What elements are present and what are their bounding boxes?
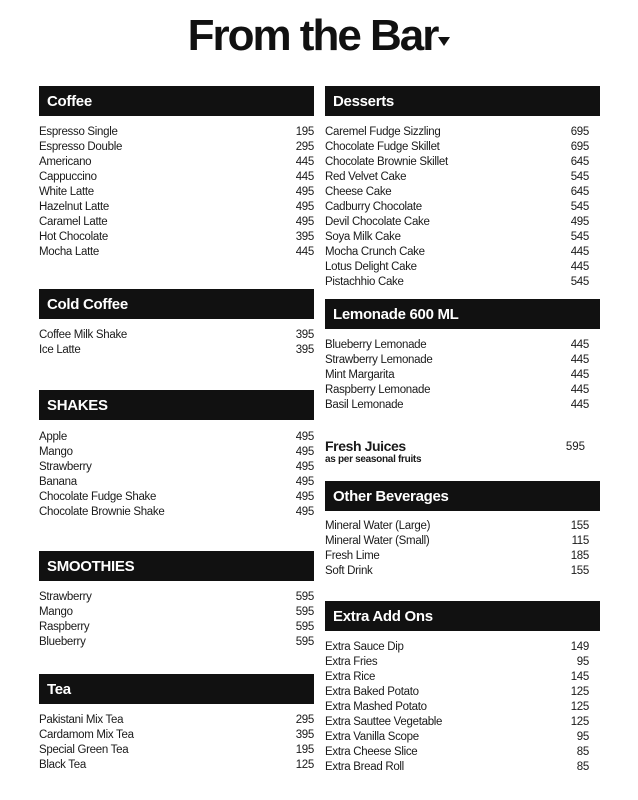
menu-item-price: 445 — [570, 246, 589, 258]
menu-item-price: 495 — [295, 431, 314, 443]
menu-item-name: Basil Lemonade — [325, 399, 404, 411]
menu-item-price: 495 — [295, 476, 314, 488]
menu-item — [39, 155, 314, 170]
menu-item-name: Mango — [39, 446, 73, 458]
menu-item — [39, 743, 314, 758]
menu-item-price: 125 — [570, 716, 589, 728]
menu-item-name: Banana — [39, 476, 77, 488]
menu-item — [39, 445, 314, 460]
menu-item-price: 445 — [570, 384, 589, 396]
menu-item — [39, 125, 314, 140]
menu-item-price: 185 — [570, 550, 589, 562]
menu-item — [39, 170, 314, 185]
menu-item-name: Americano — [39, 156, 92, 168]
menu-item — [325, 564, 589, 579]
section-header-desserts: Desserts — [325, 86, 600, 116]
menu-item-name: Blueberry — [39, 636, 86, 648]
menu-item — [325, 170, 589, 185]
menu-item-name: Extra Sauce Dip — [325, 641, 404, 653]
section-header-shakes: SHAKES — [39, 390, 314, 420]
section-header-coffee: Coffee — [39, 86, 314, 116]
menu-item-price: 495 — [295, 491, 314, 503]
page-title-text: From the Bar — [187, 11, 438, 60]
section-header-tea: Tea — [39, 674, 314, 704]
menu-item — [325, 368, 589, 383]
menu-item-price: 695 — [570, 126, 589, 138]
menu-item-price: 195 — [295, 126, 314, 138]
menu-item-name: Cardamom Mix Tea — [39, 729, 134, 741]
menu-item-name: Soft Drink — [325, 565, 373, 577]
menu-item-price: 595 — [295, 636, 314, 648]
menu-item-name: Pakistani Mix Tea — [39, 714, 124, 726]
menu-item — [325, 230, 589, 245]
menu-item-name: Hot Chocolate — [39, 231, 108, 243]
menu-item-name: Special Green Tea — [39, 744, 129, 756]
menu-item — [39, 728, 314, 743]
menu-item — [325, 398, 589, 413]
menu-item-price: 155 — [570, 520, 589, 532]
menu-item-price: 545 — [570, 231, 589, 243]
menu-item — [325, 245, 589, 260]
menu-item-price: 645 — [570, 156, 589, 168]
menu-item — [39, 758, 314, 773]
menu-item — [325, 155, 589, 170]
menu-item-price: 445 — [570, 339, 589, 351]
menu-item-name: Mineral Water (Large) — [325, 520, 431, 532]
menu-item-price: 595 — [295, 621, 314, 633]
menu-item — [39, 605, 314, 620]
menu-item-price: 445 — [295, 171, 314, 183]
menu-item — [39, 185, 314, 200]
menu-item-name: Fresh Lime — [325, 550, 380, 562]
menu-item-price: 495 — [295, 446, 314, 458]
section-header-smoothies: SMOOTHIES — [39, 551, 314, 581]
menu-item — [39, 505, 314, 520]
fresh-juices-note: as per seasonal fruits — [325, 454, 422, 465]
menu-item-name: Mocha Crunch Cake — [325, 246, 425, 258]
menu-item-name: Devil Chocolate Cake — [325, 216, 430, 228]
menu-item-name: Cadburry Chocolate — [325, 201, 422, 213]
menu-item — [39, 460, 314, 475]
section-header-cold-coffee: Cold Coffee — [39, 289, 314, 319]
menu-item-name: Caremel Fudge Sizzling — [325, 126, 441, 138]
menu-item-name: Cappuccino — [39, 171, 97, 183]
menu-item — [325, 215, 589, 230]
menu-item — [325, 534, 589, 549]
menu-item-name: Extra Mashed Potato — [325, 701, 427, 713]
menu-list-lemonade — [325, 338, 589, 413]
menu-item — [325, 353, 589, 368]
menu-item-price: 115 — [571, 535, 589, 547]
menu-item — [39, 713, 314, 728]
menu-item — [39, 475, 314, 490]
menu-item-price: 95 — [576, 656, 589, 668]
menu-item — [325, 760, 589, 775]
menu-item — [325, 140, 589, 155]
menu-item — [325, 260, 589, 275]
menu-item-name: Raspberry Lemonade — [325, 384, 431, 396]
menu-item-price: 95 — [576, 731, 589, 743]
menu-item — [39, 245, 314, 260]
menu-list-cold-coffee — [39, 328, 314, 358]
section-header-other-beverages: Other Beverages — [325, 481, 600, 511]
menu-item-name: Soya Milk Cake — [325, 231, 401, 243]
menu-item-name: Apple — [39, 431, 67, 443]
menu-item-price: 595 — [295, 591, 314, 603]
menu-item — [39, 430, 314, 445]
page-title — [0, 10, 638, 62]
menu-item-name: Red Velvet Cake — [325, 171, 407, 183]
menu-list-other-beverages — [325, 519, 589, 579]
menu-item-price: 295 — [295, 141, 314, 153]
menu-item-name: Extra Bread Roll — [325, 761, 404, 773]
menu-item — [39, 590, 314, 605]
fresh-juices-title: Fresh Juices — [325, 438, 406, 454]
menu-list-extra-add-ons — [325, 640, 589, 775]
menu-item-name: Chocolate Brownie Shake — [39, 506, 165, 518]
menu-item-name: Chocolate Fudge Shake — [39, 491, 157, 503]
menu-item-name: Strawberry — [39, 591, 92, 603]
menu-item — [325, 200, 589, 215]
menu-item-price: 445 — [295, 246, 314, 258]
menu-item-name: Extra Sauttee Vegetable — [325, 716, 443, 728]
menu-list-desserts — [325, 125, 589, 290]
menu-item — [39, 215, 314, 230]
menu-item — [39, 328, 314, 343]
triangle-down-icon — [438, 37, 450, 46]
menu-item-name: Mocha Latte — [39, 246, 99, 258]
menu-item-name: Espresso Single — [39, 126, 118, 138]
menu-item-price: 395 — [295, 329, 314, 341]
menu-item-name: Blueberry Lemonade — [325, 339, 427, 351]
menu-item — [325, 745, 589, 760]
menu-item-price: 125 — [295, 759, 314, 771]
menu-item-name: Mineral Water (Small) — [325, 535, 430, 547]
menu-item — [325, 549, 589, 564]
menu-item — [325, 715, 589, 730]
menu-item-price: 195 — [295, 744, 314, 756]
menu-item-price: 495 — [295, 216, 314, 228]
menu-item — [325, 685, 589, 700]
menu-item — [325, 275, 589, 290]
menu-item-price: 495 — [295, 186, 314, 198]
menu-item — [39, 620, 314, 635]
menu-item — [325, 655, 589, 670]
menu-item-name: Chocolate Fudge Skillet — [325, 141, 440, 153]
menu-item — [325, 383, 589, 398]
section-header-extra-add-ons: Extra Add Ons — [325, 601, 600, 631]
menu-item-price: 595 — [295, 606, 314, 618]
menu-item-name: Extra Vanilla Scope — [325, 731, 419, 743]
menu-item-price: 495 — [295, 461, 314, 473]
menu-item — [325, 125, 589, 140]
menu-item-name: Extra Fries — [325, 656, 378, 668]
menu-item — [39, 230, 314, 245]
menu-item-name: Extra Rice — [325, 671, 376, 683]
menu-item — [325, 640, 589, 655]
menu-item-price: 445 — [570, 261, 589, 273]
menu-item-price: 85 — [576, 746, 589, 758]
section-header-lemonade: Lemonade 600 ML — [325, 299, 600, 329]
menu-item-name: Black Tea — [39, 759, 86, 771]
menu-item-price: 545 — [570, 201, 589, 213]
menu-item-name: Mango — [39, 606, 73, 618]
menu-item-price: 645 — [570, 186, 589, 198]
menu-list-shakes — [39, 430, 314, 520]
menu-item-name: Caramel Latte — [39, 216, 108, 228]
menu-item-name: Lotus Delight Cake — [325, 261, 417, 273]
menu-item-price: 395 — [295, 231, 314, 243]
menu-item-price: 295 — [295, 714, 314, 726]
menu-item-name: Hazelnut Latte — [39, 201, 109, 213]
menu-item-name: Ice Latte — [39, 344, 81, 356]
menu-item-price: 125 — [570, 701, 589, 713]
menu-item — [39, 490, 314, 505]
menu-item-name: Extra Cheese Slice — [325, 746, 418, 758]
menu-item-price: 145 — [570, 671, 589, 683]
menu-item-name: Extra Baked Potato — [325, 686, 419, 698]
menu-item-price: 395 — [295, 344, 314, 356]
menu-item-price: 495 — [295, 201, 314, 213]
menu-item-price: 545 — [570, 276, 589, 288]
menu-item-price: 125 — [570, 686, 589, 698]
menu-item-price: 495 — [295, 506, 314, 518]
menu-item-price: 445 — [295, 156, 314, 168]
menu-item-name: Coffee Milk Shake — [39, 329, 128, 341]
menu-list-smoothies — [39, 590, 314, 650]
fresh-juices-price: 595 — [565, 441, 585, 453]
menu-item — [39, 635, 314, 650]
menu-item — [325, 519, 589, 534]
menu-item — [39, 343, 314, 358]
menu-item-price: 695 — [570, 141, 589, 153]
menu-list-coffee — [39, 125, 314, 260]
menu-item — [325, 670, 589, 685]
menu-item — [325, 338, 589, 353]
menu-list-tea — [39, 713, 314, 773]
menu-item-name: Mint Margarita — [325, 369, 395, 381]
menu-item-price: 445 — [570, 399, 589, 411]
menu-item-name: Raspberry — [39, 621, 90, 633]
menu-item-name: Pistachhio Cake — [325, 276, 404, 288]
menu-item-name: Cheese Cake — [325, 186, 392, 198]
menu-item — [325, 730, 589, 745]
menu-item-price: 495 — [570, 216, 589, 228]
menu-item — [325, 700, 589, 715]
menu-item-name: Strawberry Lemonade — [325, 354, 433, 366]
menu-item — [325, 185, 589, 200]
menu-item — [39, 140, 314, 155]
menu-item-price: 85 — [576, 761, 589, 773]
menu-item-name: Espresso Double — [39, 141, 123, 153]
menu-item-price: 149 — [570, 641, 589, 653]
menu-item-price: 155 — [570, 565, 589, 577]
menu-item-price: 445 — [570, 369, 589, 381]
menu-item — [39, 200, 314, 215]
menu-item-price: 395 — [295, 729, 314, 741]
menu-item-price: 445 — [570, 354, 589, 366]
menu-item-price: 545 — [570, 171, 589, 183]
menu-item-name: White Latte — [39, 186, 94, 198]
menu-item-name: Strawberry — [39, 461, 92, 473]
menu-item-name: Chocolate Brownie Skillet — [325, 156, 448, 168]
